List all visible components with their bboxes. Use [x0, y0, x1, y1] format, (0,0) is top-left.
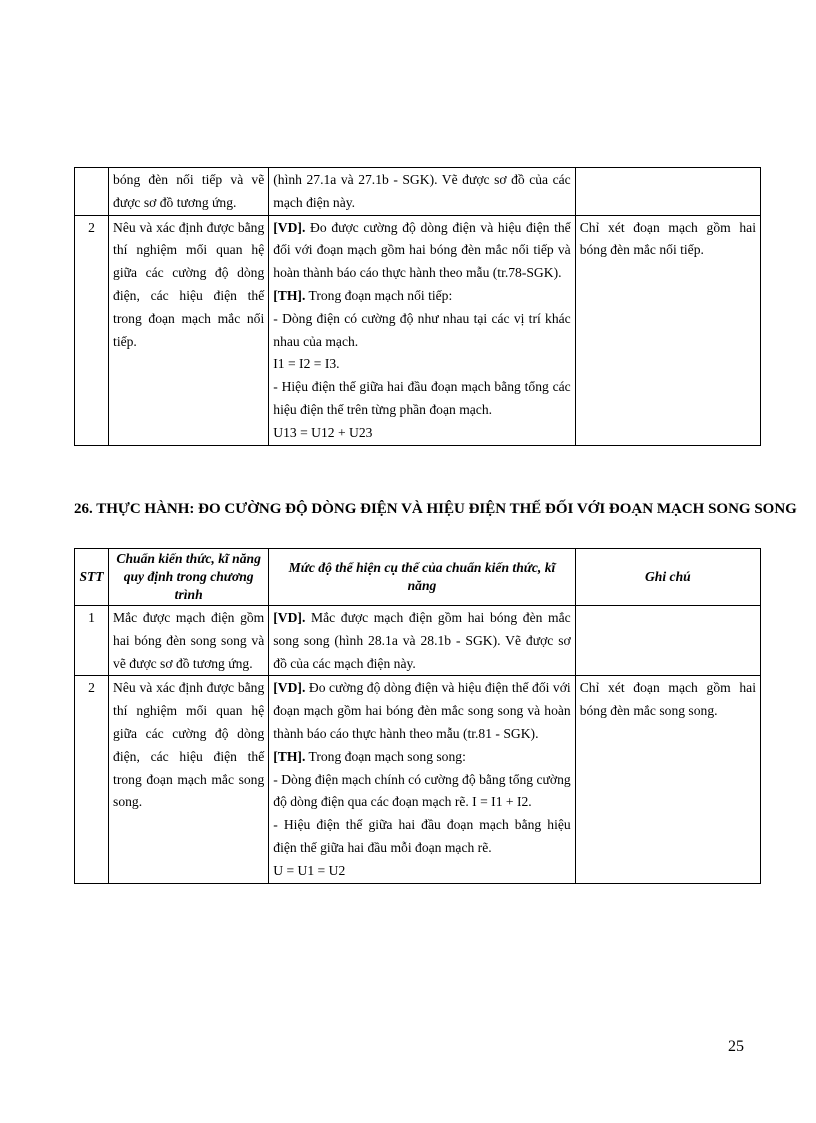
note-cell: Chỉ xét đoạn mạch gồm hai bóng đèn mắc song song. [575, 676, 760, 883]
header-note: Ghi chú [575, 549, 760, 606]
stt-cell: 1 [75, 606, 109, 676]
formula-current: I1 = I2 = I3. [273, 356, 340, 372]
table-row [75, 168, 761, 216]
details-cell [269, 168, 575, 216]
vd-tag: [VD]. [273, 680, 306, 696]
current-line: - Dòng điện có cường độ như nhau tại các vị trí khác nhau của mạch. [273, 310, 571, 349]
vd-text: Đo được cường độ dòng điện và hiệu điện thế đối với đoạn mạch gồm hai bóng đèn mắc nối tiếp và hoàn thành báo cáo thực hành theo mẫu (tr.78-SGK). [273, 219, 571, 281]
requirement-cell: Nêu và xác định được bằng thí nghiệm mối quan hệ giữa các cường độ dòng điện, các hiệu điện thế trong đoạn mạch mắc nối tiếp. [109, 215, 269, 445]
note-cell [575, 606, 760, 676]
table-row [75, 606, 761, 676]
vd-text: Đo cường độ dòng điện và hiệu điện thế đối với đoạn mạch gồm hai bóng đèn mắc song song và hoàn thành báo cáo thực hành theo mẫu (tr.81 - SGK). [273, 680, 571, 741]
th-tag: [TH]. [273, 748, 306, 764]
details-text: (hình 27.1a và 27.1b - SGK). Vẽ được sơ đồ của các mạch điện này. [273, 172, 571, 210]
table-series-circuit [74, 167, 761, 446]
table-parallel-circuit [74, 548, 761, 884]
note-cell [575, 168, 760, 216]
th-line [273, 285, 570, 308]
section-title: 26. THỰC HÀNH: ĐO CƯỜNG ĐỘ DÒNG ĐIỆN VÀ HIỆU ĐIỆN THẾ ĐỐI VỚI ĐOẠN MẠCH SONG SONG [74, 501, 797, 517]
table-row [75, 676, 761, 883]
current-line: - Dòng điện mạch chính có cường độ bằng tổng cường độ dòng điện qua các đoạn mạch rẽ. I = I1 + I2. [273, 771, 571, 810]
voltage-line: - Hiệu điện thế giữa hai đầu đoạn mạch bằng tổng các hiệu điện thế trên từng phần đoạn mạch. [273, 379, 571, 417]
th-text: Trong đoạn mạch song song: [305, 748, 466, 764]
header-details: Mức độ thể hiện cụ thể của chuẩn kiến thức, kĩ năng [269, 549, 575, 606]
th-tag: [TH]. [273, 287, 306, 303]
stt-cell: 2 [75, 215, 109, 445]
page-number: 25 [728, 1038, 744, 1055]
voltage-line: - Hiệu điện thế giữa hai đầu đoạn mạch bằng hiệu điện thế giữa hai đầu mỗi đoạn mạch rẽ. [273, 817, 571, 855]
details-cell [269, 215, 575, 445]
table-header-row [75, 549, 761, 606]
requirement-cell: Nêu và xác định được bằng thí nghiệm mối quan hệ giữa các cường độ dòng điện, các hiệu điện thế trong đoạn mạch mắc song song. [109, 676, 269, 883]
formula-voltage: U13 = U12 + U23 [273, 424, 373, 440]
th-text: Trong đoạn mạch nối tiếp: [305, 287, 453, 303]
details-cell [269, 676, 575, 883]
vd-line [273, 677, 570, 745]
header-stt: STT [75, 549, 109, 606]
vd-tag: [VD]. [273, 610, 306, 625]
details-cell [269, 606, 575, 676]
formula-voltage: U = U1 = U2 [273, 862, 346, 878]
vd-text: Mắc được mạch điện gồm hai bóng đèn mắc song song (hình 28.1a và 28.1b - SGK). Vẽ được sơ đồ của các mạch điện này. [273, 610, 571, 671]
th-line [273, 746, 570, 769]
vd-tag: [VD]. [273, 219, 306, 235]
stt-cell [75, 168, 109, 216]
header-requirement: Chuẩn kiến thức, kĩ năng quy định trong chương trình [109, 549, 269, 606]
table-row [75, 215, 761, 445]
vd-line [273, 217, 570, 285]
requirement-cell: Mắc được mạch điện gồm hai bóng đèn song song và vẽ được sơ đồ tương ứng. [109, 606, 269, 676]
requirement-cell: bóng đèn nối tiếp và vẽ được sơ đồ tương ứng. [109, 168, 269, 216]
stt-cell: 2 [75, 676, 109, 883]
note-cell: Chỉ xét đoạn mạch gồm hai bóng đèn mắc nối tiếp. [575, 215, 760, 445]
